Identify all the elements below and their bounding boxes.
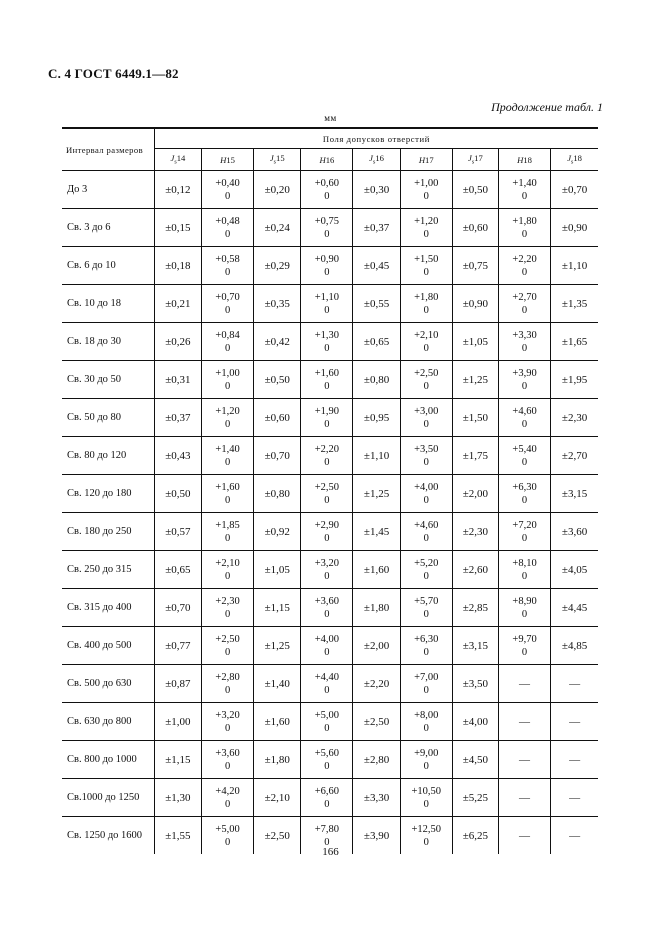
value-cell: ±4,05 bbox=[551, 551, 598, 589]
value-cell: ±3,15 bbox=[551, 475, 598, 513]
interval-cell: Св. 800 до 1000 bbox=[62, 741, 154, 779]
value-cell: +2,30 0 bbox=[201, 589, 253, 627]
value-cell: +5,00 0 bbox=[201, 817, 253, 855]
value-cell: +0,60 0 bbox=[301, 171, 353, 209]
value-cell: +4,40 0 bbox=[301, 665, 353, 703]
value-cell: +2,50 0 bbox=[201, 627, 253, 665]
value-cell: ±0,15 bbox=[154, 209, 201, 247]
value-cell: ±0,92 bbox=[254, 513, 301, 551]
interval-cell: Св. 500 до 630 bbox=[62, 665, 154, 703]
value-cell: +5,20 0 bbox=[400, 551, 452, 589]
value-cell: ±1,40 bbox=[254, 665, 301, 703]
interval-cell: Св. 250 до 315 bbox=[62, 551, 154, 589]
table-row bbox=[62, 779, 598, 817]
value-cell: +0,70 0 bbox=[201, 285, 253, 323]
value-cell: ±0,90 bbox=[452, 285, 498, 323]
value-cell: +1,40 0 bbox=[201, 437, 253, 475]
value-cell: — bbox=[498, 703, 550, 741]
table-row bbox=[62, 475, 598, 513]
value-cell: +2,10 0 bbox=[400, 323, 452, 361]
column-header: $J_s18$ bbox=[551, 149, 598, 171]
value-cell: ±2,30 bbox=[551, 399, 598, 437]
value-cell: ±0,60 bbox=[452, 209, 498, 247]
column-header: H17 bbox=[400, 149, 452, 171]
column-header: H15 bbox=[201, 149, 253, 171]
value-cell: ±1,95 bbox=[551, 361, 598, 399]
value-cell: +2,90 0 bbox=[301, 513, 353, 551]
value-cell: ±0,42 bbox=[254, 323, 301, 361]
value-cell: ±0,37 bbox=[154, 399, 201, 437]
value-cell: ±1,30 bbox=[154, 779, 201, 817]
value-cell: — bbox=[551, 741, 598, 779]
value-cell: ±0,75 bbox=[452, 247, 498, 285]
value-cell: +2,20 0 bbox=[301, 437, 353, 475]
value-cell: ±1,75 bbox=[452, 437, 498, 475]
value-cell: ±1,80 bbox=[353, 589, 400, 627]
value-cell: +1,20 0 bbox=[201, 399, 253, 437]
value-cell: ±1,15 bbox=[154, 741, 201, 779]
column-header: $J_s16$ bbox=[353, 149, 400, 171]
value-cell: ±1,35 bbox=[551, 285, 598, 323]
value-cell: — bbox=[551, 817, 598, 855]
value-cell: +1,50 0 bbox=[400, 247, 452, 285]
interval-cell: Св. 1250 до 1600 bbox=[67, 830, 143, 841]
value-cell: — bbox=[551, 703, 598, 741]
value-cell: ±0,21 bbox=[154, 285, 201, 323]
value-cell: ±1,10 bbox=[353, 437, 400, 475]
table-row bbox=[62, 361, 598, 399]
value-cell: ±0,50 bbox=[154, 475, 201, 513]
interval-cell: Св. 400 до 500 bbox=[62, 627, 154, 665]
value-cell: ±3,90 bbox=[353, 817, 400, 855]
interval-cell: Св. 630 до 800 bbox=[62, 703, 154, 741]
value-cell: ±0,65 bbox=[154, 551, 201, 589]
page-header-title: С. 4 ГОСТ 6449.1—82 bbox=[48, 66, 179, 81]
value-cell: — bbox=[498, 665, 550, 703]
value-cell: ±1,25 bbox=[254, 627, 301, 665]
value-cell: +1,40 0 bbox=[498, 171, 550, 209]
value-cell: ±2,00 bbox=[452, 475, 498, 513]
value-cell: +6,30 0 bbox=[498, 475, 550, 513]
value-cell: +3,20 0 bbox=[201, 703, 253, 741]
interval-cell: Св. 120 до 180 bbox=[62, 475, 154, 513]
value-cell: ±1,15 bbox=[254, 589, 301, 627]
value-cell: +2,50 0 bbox=[301, 475, 353, 513]
value-cell: +1,30 0 bbox=[301, 323, 353, 361]
value-cell: ±0,65 bbox=[353, 323, 400, 361]
value-cell: +1,85 0 bbox=[201, 513, 253, 551]
interval-cell: Св. 50 до 80 bbox=[62, 399, 154, 437]
value-cell: ±1,60 bbox=[254, 703, 301, 741]
value-cell: +4,00 0 bbox=[301, 627, 353, 665]
value-cell: +3,30 0 bbox=[498, 323, 550, 361]
unit-label: мм bbox=[324, 113, 337, 123]
table-body bbox=[62, 171, 598, 855]
interval-cell: Св. 80 до 120 bbox=[62, 437, 154, 475]
value-cell: +1,80 0 bbox=[498, 209, 550, 247]
table-row bbox=[62, 627, 598, 665]
value-cell: ±0,18 bbox=[154, 247, 201, 285]
table-row bbox=[62, 209, 598, 247]
value-cell: +2,10 0 bbox=[201, 551, 253, 589]
table-row bbox=[62, 437, 598, 475]
value-cell: +1,00 0 bbox=[201, 361, 253, 399]
tolerance-table bbox=[62, 127, 598, 854]
value-cell: ±3,50 bbox=[452, 665, 498, 703]
value-cell: ±0,70 bbox=[254, 437, 301, 475]
value-cell: ±0,12 bbox=[154, 171, 201, 209]
value-cell: ±1,50 bbox=[452, 399, 498, 437]
page-number: 166 bbox=[322, 846, 339, 858]
value-cell: ±3,30 bbox=[353, 779, 400, 817]
value-cell: +1,00 0 bbox=[400, 171, 452, 209]
value-cell: ±1,10 bbox=[551, 247, 598, 285]
value-cell: +7,20 0 bbox=[498, 513, 550, 551]
value-cell: +12,50 0 bbox=[400, 817, 452, 855]
value-cell: +4,60 0 bbox=[400, 513, 452, 551]
value-cell: ±0,31 bbox=[154, 361, 201, 399]
value-cell: +2,50 0 bbox=[400, 361, 452, 399]
value-cell: +7,00 0 bbox=[400, 665, 452, 703]
value-cell: +0,48 0 bbox=[201, 209, 253, 247]
table-row bbox=[62, 285, 598, 323]
interval-cell: Св. 10 до 18 bbox=[62, 285, 154, 323]
value-cell: ±1,55 bbox=[154, 817, 201, 855]
value-cell: — bbox=[498, 779, 550, 817]
value-cell: +3,00 0 bbox=[400, 399, 452, 437]
interval-header: Интервал размеров bbox=[62, 128, 154, 171]
interval-cell: Св. 18 до 30 bbox=[62, 323, 154, 361]
value-cell: +3,60 0 bbox=[301, 589, 353, 627]
value-cell: +3,20 0 bbox=[301, 551, 353, 589]
value-cell: ±0,90 bbox=[551, 209, 598, 247]
column-header: H18 bbox=[498, 149, 550, 171]
value-cell: ±0,50 bbox=[452, 171, 498, 209]
table-row bbox=[62, 665, 598, 703]
value-cell: +5,00 0 bbox=[301, 703, 353, 741]
value-cell: ±2,50 bbox=[353, 703, 400, 741]
value-cell: ±0,37 bbox=[353, 209, 400, 247]
value-cell: +0,75 0 bbox=[301, 209, 353, 247]
value-cell: ±0,77 bbox=[154, 627, 201, 665]
value-cell: ±0,24 bbox=[254, 209, 301, 247]
interval-cell: Св. 180 до 250 bbox=[62, 513, 154, 551]
value-cell: +8,00 0 bbox=[400, 703, 452, 741]
table-row bbox=[62, 551, 598, 589]
table-row bbox=[62, 589, 598, 627]
value-cell: +1,10 0 bbox=[301, 285, 353, 323]
value-cell: +5,40 0 bbox=[498, 437, 550, 475]
value-cell: ±4,85 bbox=[551, 627, 598, 665]
value-cell: +2,70 0 bbox=[498, 285, 550, 323]
value-cell: +3,60 0 bbox=[201, 741, 253, 779]
value-cell: ±2,85 bbox=[452, 589, 498, 627]
value-cell: ±1,80 bbox=[254, 741, 301, 779]
value-cell: +6,60 0 bbox=[301, 779, 353, 817]
group-header: Поля допусков отверстий bbox=[154, 128, 598, 149]
value-cell: +4,60 0 bbox=[498, 399, 550, 437]
value-cell: +0,90 0 bbox=[301, 247, 353, 285]
value-cell: ±0,20 bbox=[254, 171, 301, 209]
value-cell: +7,80 0 bbox=[301, 817, 353, 855]
value-cell: ±5,25 bbox=[452, 779, 498, 817]
value-cell: +9,70 0 bbox=[498, 627, 550, 665]
table-row bbox=[62, 703, 598, 741]
value-cell: ±0,26 bbox=[154, 323, 201, 361]
value-cell: ±2,80 bbox=[353, 741, 400, 779]
value-cell: ±0,30 bbox=[353, 171, 400, 209]
value-cell: ±2,70 bbox=[551, 437, 598, 475]
value-cell: ±0,57 bbox=[154, 513, 201, 551]
value-cell: ±0,50 bbox=[254, 361, 301, 399]
interval-cell: Св. 6 до 10 bbox=[62, 247, 154, 285]
value-cell: ±0,70 bbox=[154, 589, 201, 627]
value-cell: +1,60 0 bbox=[301, 361, 353, 399]
value-cell: ±1,65 bbox=[551, 323, 598, 361]
value-cell: ±4,00 bbox=[452, 703, 498, 741]
value-cell: +4,20 0 bbox=[201, 779, 253, 817]
value-cell: +5,60 0 bbox=[301, 741, 353, 779]
value-cell: +10,50 0 bbox=[400, 779, 452, 817]
interval-cell: Св.1000 до 1250 bbox=[62, 779, 154, 817]
value-cell: ±0,29 bbox=[254, 247, 301, 285]
value-cell: — bbox=[551, 665, 598, 703]
value-cell: +1,20 0 bbox=[400, 209, 452, 247]
value-cell: ±2,10 bbox=[254, 779, 301, 817]
value-cell: ±2,30 bbox=[452, 513, 498, 551]
value-cell: +1,60 0 bbox=[201, 475, 253, 513]
value-cell: +0,84 0 bbox=[201, 323, 253, 361]
value-cell: ±3,15 bbox=[452, 627, 498, 665]
value-cell: +9,00 0 bbox=[400, 741, 452, 779]
value-cell: ±1,05 bbox=[452, 323, 498, 361]
column-header: $J_s14$ bbox=[154, 149, 201, 171]
value-cell: ±0,80 bbox=[353, 361, 400, 399]
table-row bbox=[62, 171, 598, 209]
value-cell: ±0,87 bbox=[154, 665, 201, 703]
table-row bbox=[62, 323, 598, 361]
interval-cell: До 3 bbox=[62, 171, 154, 209]
value-cell: — bbox=[498, 741, 550, 779]
value-cell: +2,20 0 bbox=[498, 247, 550, 285]
value-cell: +6,30 0 bbox=[400, 627, 452, 665]
value-cell: ±0,35 bbox=[254, 285, 301, 323]
interval-cell: Св. 30 до 50 bbox=[62, 361, 154, 399]
value-cell: ±1,45 bbox=[353, 513, 400, 551]
value-cell: ±1,60 bbox=[353, 551, 400, 589]
table-row bbox=[62, 399, 598, 437]
value-cell: +2,80 0 bbox=[201, 665, 253, 703]
table-row bbox=[62, 741, 598, 779]
value-cell: ±0,45 bbox=[353, 247, 400, 285]
value-cell: ±1,05 bbox=[254, 551, 301, 589]
value-cell: ±2,50 bbox=[254, 817, 301, 855]
value-cell: ±4,50 bbox=[452, 741, 498, 779]
value-cell: +1,80 0 bbox=[400, 285, 452, 323]
value-cell: +5,70 0 bbox=[400, 589, 452, 627]
value-cell: ±0,43 bbox=[154, 437, 201, 475]
value-cell: — bbox=[551, 779, 598, 817]
column-header: $J_s17$ bbox=[452, 149, 498, 171]
value-cell: ±6,25 bbox=[452, 817, 498, 855]
table-continuation-note: Продолжение табл. 1 bbox=[491, 100, 603, 114]
value-cell: +0,58 0 bbox=[201, 247, 253, 285]
value-cell: ±2,20 bbox=[353, 665, 400, 703]
value-cell: ±3,60 bbox=[551, 513, 598, 551]
value-cell: ±1,25 bbox=[353, 475, 400, 513]
value-cell: ±1,25 bbox=[452, 361, 498, 399]
value-cell: +8,90 0 bbox=[498, 589, 550, 627]
column-header: $J_s15$ bbox=[254, 149, 301, 171]
value-cell: ±1,00 bbox=[154, 703, 201, 741]
column-header: H16 bbox=[301, 149, 353, 171]
table-row bbox=[62, 513, 598, 551]
value-cell: ±4,45 bbox=[551, 589, 598, 627]
value-cell: ±0,70 bbox=[551, 171, 598, 209]
value-cell: +1,90 0 bbox=[301, 399, 353, 437]
interval-cell: Св. 315 до 400 bbox=[62, 589, 154, 627]
value-cell: ±0,95 bbox=[353, 399, 400, 437]
value-cell: ±0,60 bbox=[254, 399, 301, 437]
value-cell: +3,50 0 bbox=[400, 437, 452, 475]
table-row bbox=[62, 247, 598, 285]
value-cell: +3,90 0 bbox=[498, 361, 550, 399]
interval-cell: Св. 3 до 6 bbox=[62, 209, 154, 247]
value-cell: ±2,60 bbox=[452, 551, 498, 589]
value-cell: +0,40 0 bbox=[201, 171, 253, 209]
value-cell: — bbox=[498, 817, 550, 855]
value-cell: +8,10 0 bbox=[498, 551, 550, 589]
value-cell: +4,00 0 bbox=[400, 475, 452, 513]
value-cell: ±0,55 bbox=[353, 285, 400, 323]
value-cell: ±0,80 bbox=[254, 475, 301, 513]
value-cell: ±2,00 bbox=[353, 627, 400, 665]
